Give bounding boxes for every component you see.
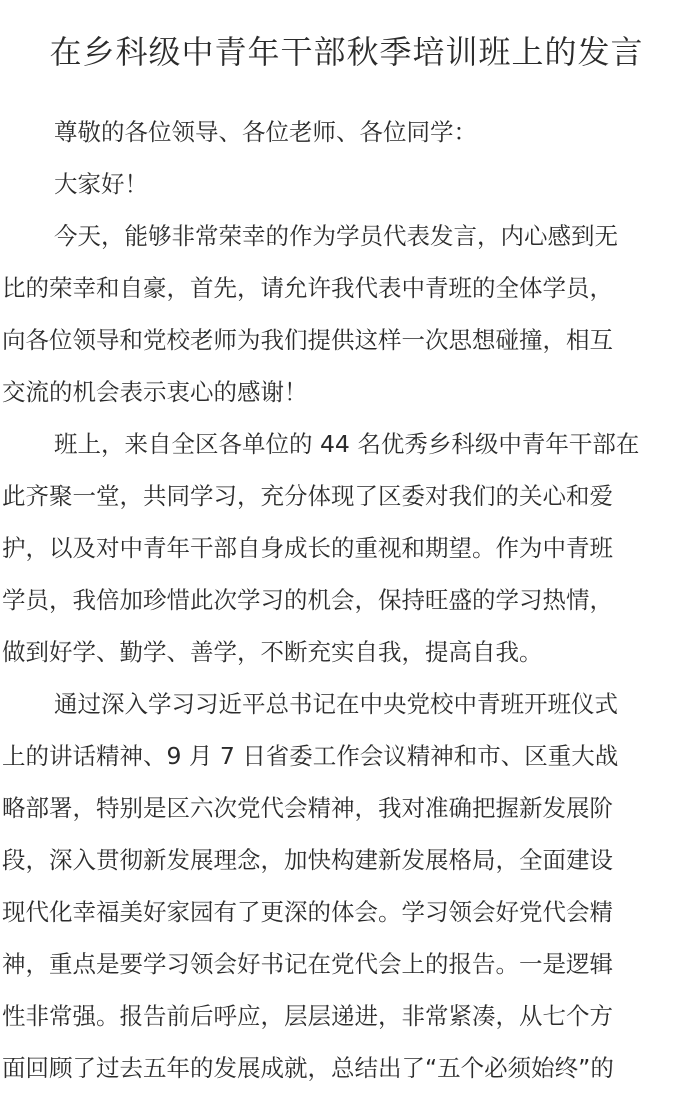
text-line: 通过深入学习习近平总书记在中央党校中青班开班仪式 [54,690,618,718]
text-line: 学员，我倍加珍惜此次学习的机会，保持旺盛的学习热情， [2,586,613,614]
document-title: 在乡科级中青年干部秋季培训班上的发言 [49,33,644,71]
text-line: 神，重点是要学习领会好书记在党代会上的报告。一是逻辑 [2,950,613,978]
text-line: 做到好学、勤学、善学，不断充实自我，提高自我。 [2,638,543,666]
text-line: 尊敬的各位领导、各位老师、各位同学： [54,118,477,146]
text-line: 比的荣幸和自豪，首先，请允许我代表中青班的全体学员， [2,274,613,302]
text-line: 大家好！ [54,170,148,198]
text-line: 上的讲话精神、9 月 7 日省委工作会议精神和市、区重大战 [2,742,619,770]
text-line: 此齐聚一堂，共同学习，充分体现了区委对我们的关心和爱 [2,482,613,510]
text-line: 护，以及对中青年干部自身成长的重视和期望。作为中青班 [2,534,613,562]
text-line: 向各位领导和党校老师为我们提供这样一次思想碰撞，相互 [2,326,613,354]
text-line: 略部署，特别是区六次党代会精神，我对准确把握新发展阶 [2,794,613,822]
text-line: 现代化幸福美好家园有了更深的体会。学习领会好党代会精 [2,898,613,926]
text-line: 性非常强。报告前后呼应，层层递进，非常紧凑，从七个方 [2,1002,613,1030]
text-line: 今天，能够非常荣幸的作为学员代表发言，内心感到无 [54,222,618,250]
text-line: 面回顾了过去五年的发展成就，总结出了“五个必须始终”的 [2,1054,614,1082]
document-body [0,106,693,1094]
text-line: 交流的机会表示衷心的感谢！ [2,378,308,406]
text-line: 段，深入贯彻新发展理念，加快构建新发展格局，全面建设 [2,846,613,874]
text-line: 班上，来自全区各单位的 44 名优秀乡科级中青年干部在 [54,430,640,458]
